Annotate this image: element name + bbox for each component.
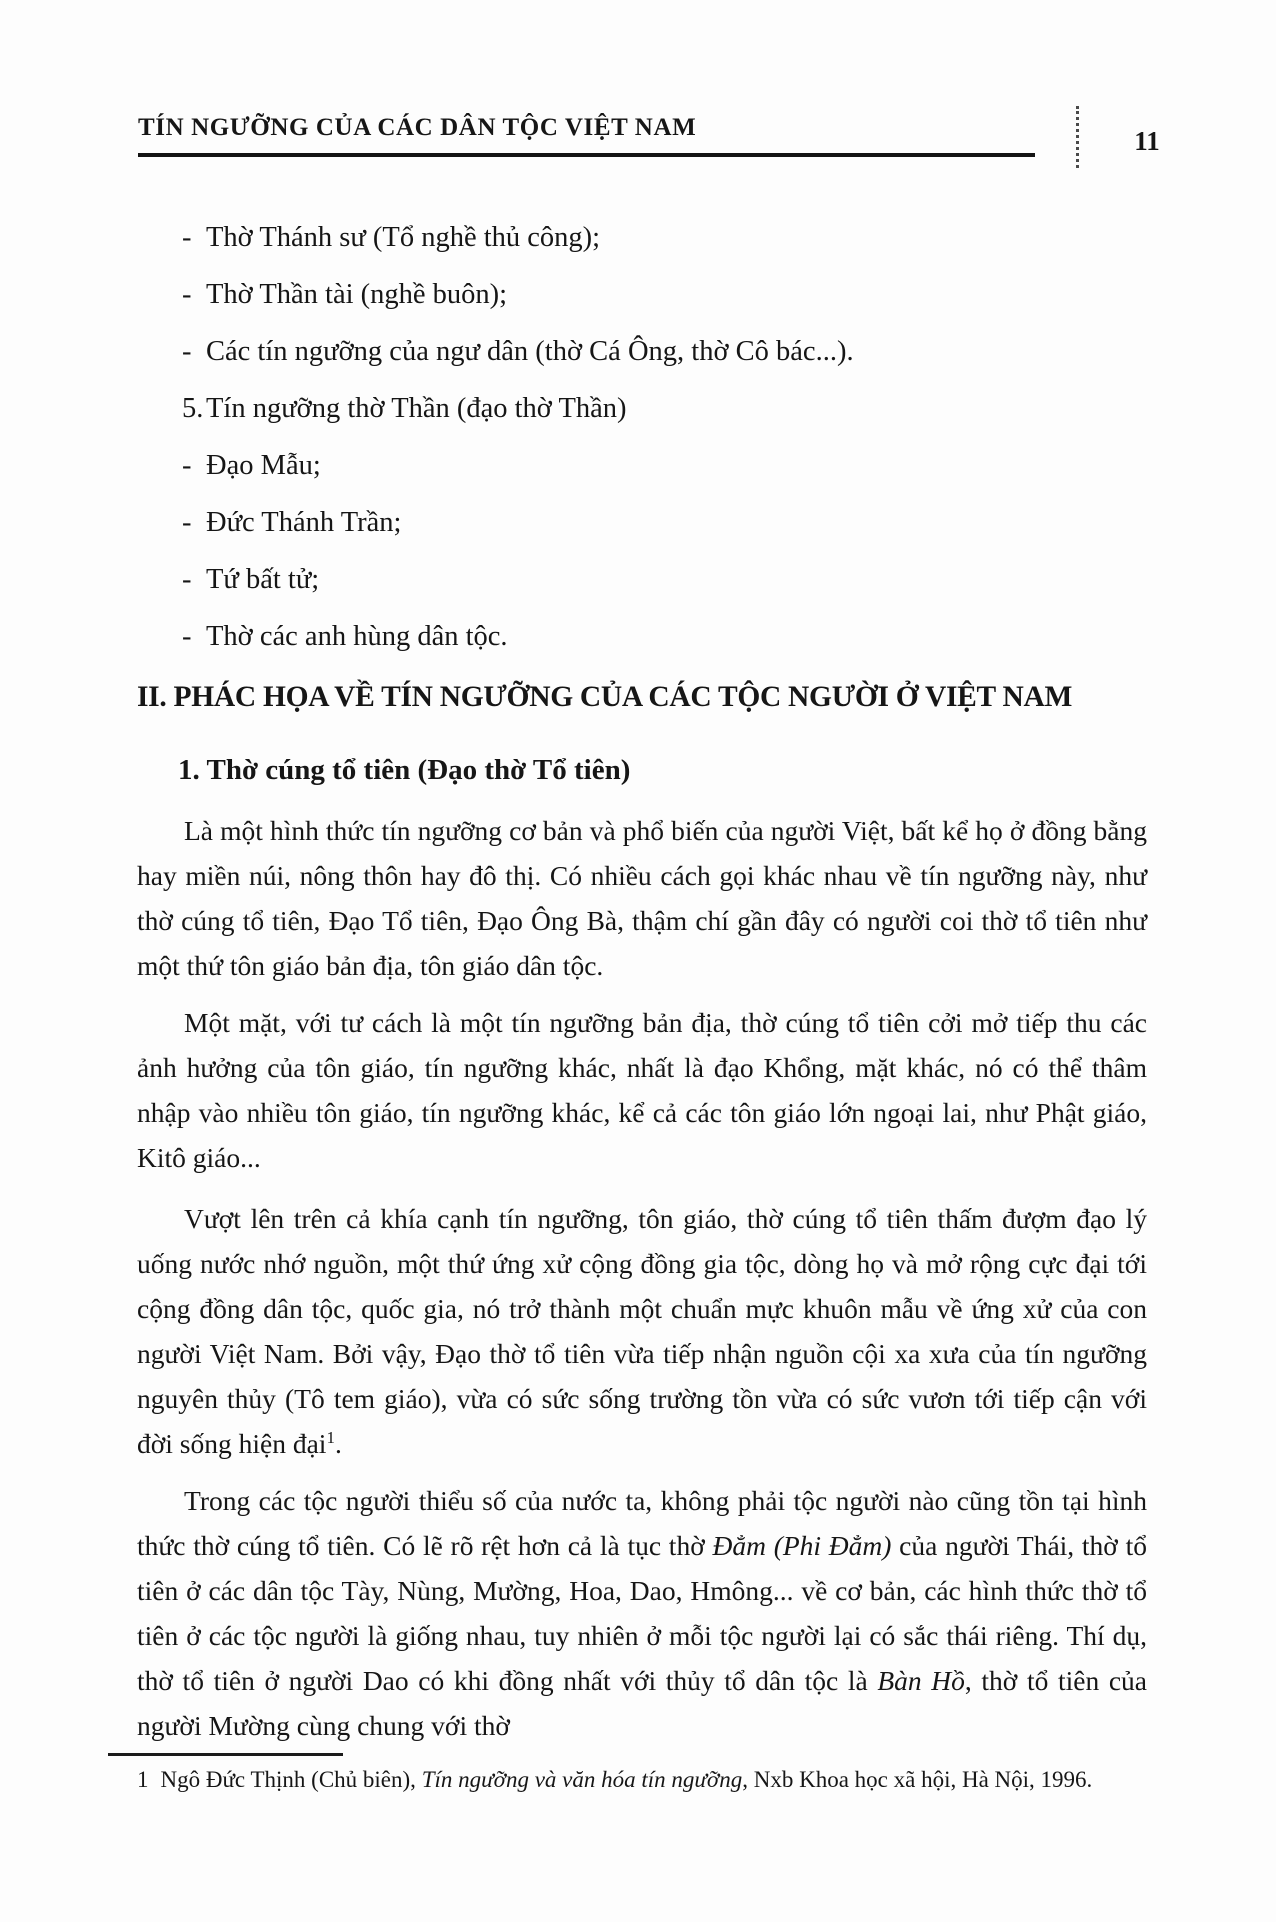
list-item-label: Đức Thánh Trần;: [206, 507, 402, 538]
list-item: [137, 266, 1147, 323]
list-item-label: Thờ Thần tài (nghề buôn);: [206, 279, 508, 310]
list-item-marker: -: [182, 222, 192, 253]
subsection-heading: 1. Thờ cúng tổ tiên (Đạo thờ Tổ tiên): [178, 754, 631, 786]
footnote-marker: 1: [137, 1767, 149, 1792]
header-divider-dotted: [1076, 106, 1079, 168]
list-item-marker: -: [182, 450, 192, 481]
list-item-label: Thờ Thánh sư (Tổ nghề thủ công);: [206, 222, 601, 253]
page-number: 11: [1134, 126, 1160, 156]
list-item: [137, 209, 1147, 266]
paragraph-3-text: Vượt lên trên cả khía cạnh tín ngưỡng, tôn giáo, thờ cúng tổ tiên thấm đượm đạo lý uống nước nhớ nguồn, một thứ ứng xử cộng đồng gia tộc, dòng họ và mở rộng cực đại tới cộng đồng dân tộc, quốc gia, nó trở thành một chuẩn mực khuôn mẫu về ứng xử của con người Việt Nam. Bởi vậy, Đạo thờ tổ tiên vừa tiếp nhận nguồn cội xa xưa của tín ngưỡng nguyên thủy (Tô tem giáo), vừa có sức sống trường tồn vừa có sức vươn tới tiếp cận với đời sống hiện đại: [137, 1203, 1147, 1459]
paragraph-4-text-a: Trong các tộc người thiểu số của nước ta, không phải tộc người nào cũng tồn tại hình thức thờ cúng tổ tiên. Có lẽ rõ rệt hơn cả là tục thờ: [137, 1485, 1147, 1561]
italic-term-ban-ho: Bàn Hồ: [877, 1665, 965, 1696]
footnote: [137, 1763, 1147, 1796]
footnote-reference: 1: [326, 1427, 335, 1447]
paragraph-3: [137, 1196, 1147, 1466]
paragraph-3-period: .: [334, 1428, 342, 1459]
list-item-marker: 5.: [182, 393, 204, 424]
list-item-marker: -: [182, 621, 192, 652]
footnote-block: [137, 1753, 1147, 1796]
paragraph-1: Là một hình thức tín ngưỡng cơ bản và phổ biến của người Việt, bất kể họ ở đồng bằng hay miền núi, nông thôn hay đô thị. Có nhiều cách gọi khác nhau về tín ngưỡng này, như thờ cúng tổ tiên, Đạo Tổ tiên, Đạo Ông Bà, thậm chí gần đây có người coi thờ tổ tiên như một thứ tôn giáo bản địa, tôn giáo dân tộc.: [137, 815, 1147, 981]
list-item-marker: -: [182, 507, 192, 538]
list-item: [137, 494, 1147, 551]
list-item-label: Thờ các anh hùng dân tộc.: [206, 621, 508, 652]
paragraph-4-text-b: của người Thái, thờ tổ tiên ở các dân tộc Tày, Nùng, Mường, Hoa, Dao, Hmông... về cơ bản, các hình thức thờ tổ tiên ở các tộc người là giống nhau, tuy nhiên ở mỗi tộc người lại có sắc thái riêng. Thí dụ, thờ tổ tiên ở người Dao có khi đồng nhất với thủy tổ dân tộc là: [137, 1530, 1147, 1696]
header-rule: [138, 153, 1035, 157]
footnote-publisher: , Nxb Khoa học xã hội, Hà Nội, 1996.: [742, 1767, 1093, 1792]
footnote-author: Ngô Đức Thịnh (Chủ biên),: [160, 1767, 422, 1792]
footnote-separator: [108, 1753, 343, 1756]
running-header-title: TÍN NGƯỠNG CỦA CÁC DÂN TỘC VIỆT NAM: [138, 114, 697, 141]
belief-outline-list: [137, 209, 1147, 665]
list-item: [137, 323, 1147, 380]
text-column: [137, 209, 1147, 1748]
list-item-label: Tín ngưỡng thờ Thần (đạo thờ Thần): [206, 393, 627, 424]
list-item: [137, 437, 1147, 494]
list-item: [137, 608, 1147, 665]
section-heading: II. PHÁC HỌA VỀ TÍN NGƯỠNG CỦA CÁC TỘC NGƯỜI Ở VIỆT NAM: [137, 681, 1072, 713]
footnote-book-title: Tín ngưỡng và văn hóa tín ngưỡng: [421, 1767, 743, 1792]
list-item-marker: -: [182, 336, 192, 367]
list-item-marker: -: [182, 279, 192, 310]
paragraph-2: Một mặt, với tư cách là một tín ngưỡng bản địa, thờ cúng tổ tiên cởi mở tiếp thu các ảnh hưởng của tôn giáo, tín ngưỡng khác, nhất là đạo Khổng, mặt khác, nó có thể thâm nhập vào nhiều tôn giáo, tín ngưỡng khác, kể cả các tôn giáo lớn ngoại lai, như Phật giáo, Kitô giáo...: [137, 1007, 1147, 1173]
list-item-label: Tứ bất tử;: [206, 564, 320, 595]
italic-term-dam: Đẳm (Phi Đẳm): [712, 1530, 892, 1561]
list-item-numbered: [137, 380, 1147, 437]
list-item-marker: -: [182, 564, 192, 595]
paragraph-4-text-c: , thờ tổ tiên của người Mường cùng chung với thờ: [137, 1665, 1147, 1741]
list-item-label: Các tín ngưỡng của ngư dân (thờ Cá Ông, thờ Cô bác...).: [206, 336, 854, 367]
list-item: [137, 551, 1147, 608]
paragraph-4: [137, 1478, 1147, 1748]
list-item-label: Đạo Mẫu;: [206, 450, 321, 481]
